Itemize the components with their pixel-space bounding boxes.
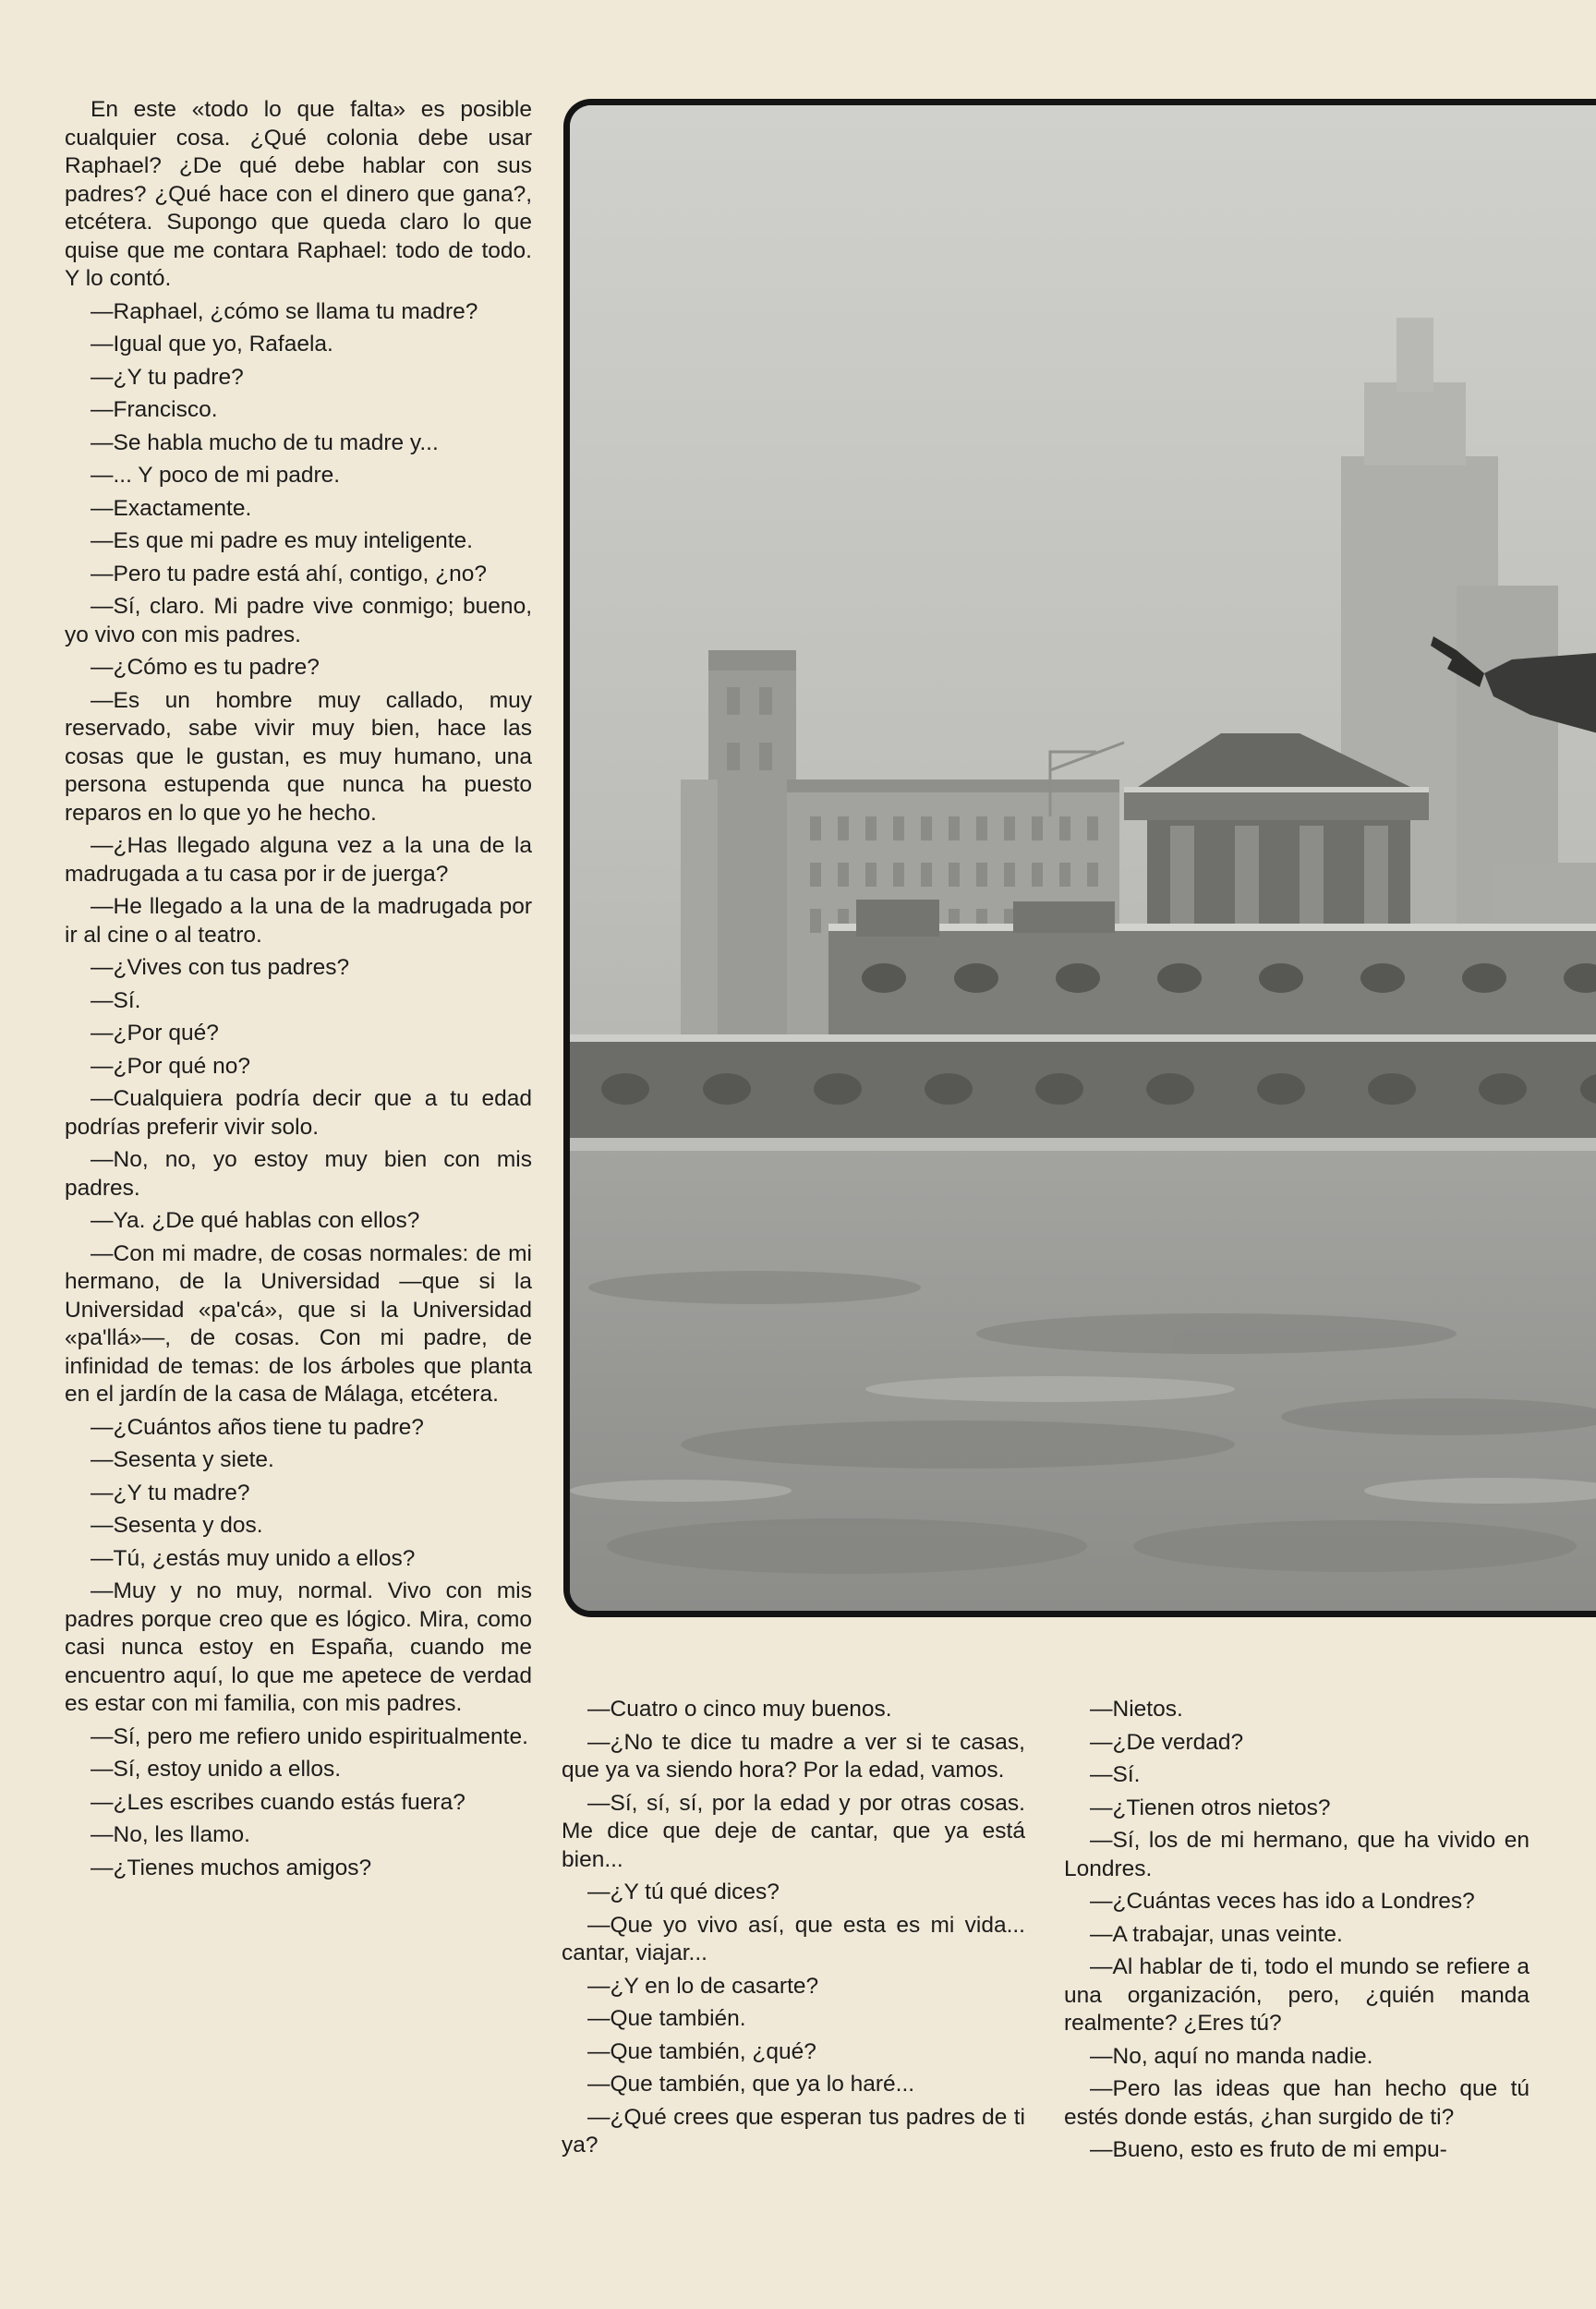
article-paragraph: —No, no, yo estoy muy bien con mis padres. bbox=[65, 1147, 532, 1201]
article-paragraph: —¿Cómo es tu padre? bbox=[91, 655, 320, 680]
article-paragraph: —Exactamente. bbox=[91, 495, 252, 521]
article-paragraph: —Tú, ¿estás muy unido a ellos? bbox=[91, 1545, 416, 1571]
article-paragraph: —Con mi madre, de cosas normales: de mi hermano, de la Universidad —que si la Universidad «pa'cá», que si la Universidad «pa'llá»—, de cosas. Con mi padre, de infinidad de temas: de los árboles que planta en el jardín de la casa de Málaga, etcétera. bbox=[65, 1240, 532, 1407]
city-fountain-photo bbox=[570, 105, 1596, 1611]
article-paragraph: —Pero tu padre está ahí, contigo, ¿no? bbox=[91, 561, 488, 586]
article-paragraph: —¿Por qué no? bbox=[91, 1053, 250, 1079]
article-paragraph: —He llegado a la una de la madrugada por ir al cine o al teatro. bbox=[65, 894, 532, 948]
article-paragraph: —¿Cuántos años tiene tu padre? bbox=[91, 1414, 424, 1440]
article-paragraph: —Cualquiera podría decir que a tu edad podrías preferir vivir solo. bbox=[65, 1086, 532, 1140]
article-paragraph: —Sí, pero me refiero unido espiritualmente. bbox=[91, 1723, 528, 1749]
article-paragraph: —Sí, claro. Mi padre vive conmigo; bueno, yo vivo con mis padres. bbox=[65, 594, 532, 647]
article-paragraph: —No, aquí no manda nadie. bbox=[1090, 2043, 1373, 2069]
article-paragraph: —Sí, sí, sí, por la edad y por otras cosas. Me dice que deje de cantar, que ya está bien... bbox=[562, 1790, 1025, 1872]
article-paragraph: —Sesenta y siete. bbox=[91, 1447, 274, 1472]
article-paragraph: —Raphael, ¿cómo se llama tu madre? bbox=[91, 298, 478, 324]
article-paragraph: —¿Y tu madre? bbox=[91, 1480, 250, 1505]
article-paragraph: —Que también, ¿qué? bbox=[587, 2038, 816, 2064]
article-paragraph: —Es que mi padre es muy inteligente. bbox=[91, 528, 473, 553]
article-paragraph: —¿Por qué? bbox=[91, 1021, 219, 1046]
article-paragraph: —Sí. bbox=[91, 987, 141, 1013]
article-paragraph: —Sí. bbox=[1090, 1762, 1141, 1787]
article-paragraph: —Nietos. bbox=[1090, 1697, 1183, 1722]
article-paragraph: —¿Tienes muchos amigos? bbox=[91, 1855, 372, 1880]
article-column-1 bbox=[65, 96, 532, 1887]
article-paragraph: —¿Cuántas veces has ido a Londres? bbox=[1090, 1889, 1475, 1914]
article-paragraph: —¿Has llegado alguna vez a la una de la madrugada a tu casa por ir de juerga? bbox=[65, 833, 532, 887]
article-paragraph: —Sí, estoy unido a ellos. bbox=[91, 1757, 342, 1782]
article-paragraph: —Se habla mucho de tu madre y... bbox=[91, 429, 439, 455]
article-paragraph: En este «todo lo que falta» es posible cualquier cosa. ¿Qué colonia debe usar Raphael? ¿De qué debe hablar con sus padres? ¿Qué hace con el dinero que gana?, etcétera. Supongo que queda claro lo que quise que me contara Raphael: todo de todo. Y lo contó. bbox=[65, 97, 532, 291]
article-paragraph: —No, les llamo. bbox=[91, 1822, 250, 1847]
article-paragraph: —Muy y no muy, normal. Vivo con mis padres porque creo que es lógico. Mira, como casi nunca estoy en España, cuando me encuentro aquí, lo que me apetece de verdad es estar con mi familia, con mis padres. bbox=[65, 1578, 532, 1716]
article-paragraph: —Que también. bbox=[587, 2006, 746, 2031]
article-paragraph: —Bueno, esto es fruto de mi empu- bbox=[1090, 2137, 1447, 2162]
article-paragraph: —... Y poco de mi padre. bbox=[91, 463, 341, 488]
article-paragraph: —Que yo vivo así, que esta es mi vida... cantar, viajar... bbox=[562, 1912, 1025, 1965]
article-paragraph: —Sí, los de mi hermano, que ha vivido en Londres. bbox=[1064, 1828, 1530, 1881]
article-paragraph: —¿Y tú qué dices? bbox=[587, 1880, 780, 1904]
article-paragraph: —¿De verdad? bbox=[1090, 1729, 1244, 1755]
photo-frame bbox=[563, 99, 1596, 1617]
article-paragraph: —¿Les escribes cuando estás fuera? bbox=[91, 1789, 466, 1815]
article-paragraph: —¿Tienen otros nietos? bbox=[1090, 1795, 1331, 1820]
article-paragraph: —Cuatro o cinco muy buenos. bbox=[587, 1697, 892, 1722]
article-column-2 bbox=[562, 1696, 1025, 2165]
article-paragraph: —Que también, que ya lo haré... bbox=[587, 2072, 915, 2097]
article-paragraph: —Al hablar de ti, todo el mundo se refiere a una organización, pero, ¿quién manda realmente? ¿Eres tú? bbox=[1064, 1954, 1530, 2036]
article-paragraph: —¿No te dice tu madre a ver si te casas, que ya va siendo hora? Por la edad, vamos. bbox=[562, 1729, 1025, 1783]
article-paragraph: —¿Qué crees que esperan tus padres de ti ya? bbox=[562, 2104, 1025, 2158]
article-column-3 bbox=[1064, 1696, 1530, 2170]
article-paragraph: —¿Y tu padre? bbox=[91, 364, 244, 390]
article-paragraph: —Es un hombre muy callado, muy reservado, sabe vivir muy bien, hace las cosas que le gustan, es muy humano, una persona estupenda que nunca ha puesto reparos en lo que yo he hecho. bbox=[65, 687, 532, 826]
article-paragraph: —Sesenta y dos. bbox=[91, 1513, 263, 1538]
article-paragraph: —Igual que yo, Rafaela. bbox=[91, 332, 333, 357]
article-paragraph: —Pero las ideas que han hecho que tú estés donde estás, ¿han surgido de ti? bbox=[1064, 2076, 1530, 2130]
article-paragraph: —A trabajar, unas veinte. bbox=[1090, 1921, 1343, 1947]
article-paragraph: —¿Vives con tus padres? bbox=[91, 955, 350, 980]
article-paragraph: —¿Y en lo de casarte? bbox=[587, 1973, 819, 1999]
article-paragraph: —Ya. ¿De qué hablas con ellos? bbox=[91, 1208, 420, 1233]
article-paragraph: —Francisco. bbox=[91, 397, 218, 422]
